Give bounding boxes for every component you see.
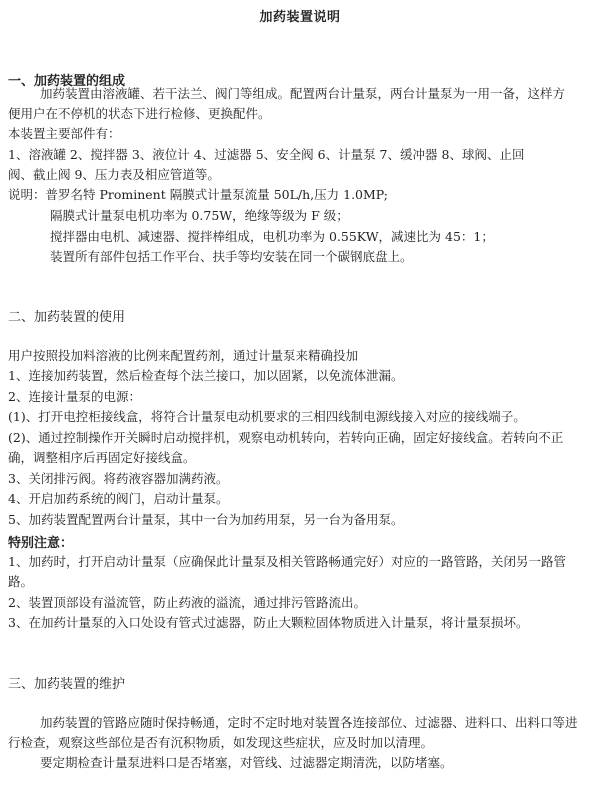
section2-heading: 二、加药装置的使用 (8, 310, 126, 325)
usage-intro: 用户按照投加料溶液的比例来配置药剂，通过计量泵来精确投加 (8, 348, 359, 363)
document-title: 加药装置说明 (259, 10, 341, 25)
notice-title: 特别注意： (8, 536, 74, 551)
usage-step2-sub1: (1)、打开电控柜接线盒，将符合计量泵电动机要求的三相四线制电源线接入对应的接线端子。 (8, 409, 526, 424)
parts-title: 本装置主要部件有： (8, 126, 121, 141)
notice-item2: 2、装置顶部设有溢流管，防止药液的溢流，通过排污管路流出。 (8, 595, 366, 610)
usage-step2: 2、连接计量泵的电源： (8, 389, 141, 404)
maintenance-para1-line1: 加药装置的管路应随时保持畅通，定时不定时地对装置各连接部位、过滤器、进料口、出料口等进 (40, 715, 578, 730)
note-line4: 装置所有部件包括工作平台、扶手等均安装在同一个碳钢底盘上。 (50, 249, 413, 264)
section1-heading: 一、加药装置的组成 (8, 74, 126, 89)
parts-list-line1: 1、溶液罐 2、搅拌器 3、液位计 4、过滤器 5、安全阀 6、计量泵 7、缓冲器 8、球阀、止回 (8, 147, 525, 162)
usage-step3: 3、关闭排污阀。将药液容器加满药液。 (8, 471, 229, 486)
usage-step1: 1、连接加药装置，然后检查每个法兰接口，加以固紧，以免流体泄漏。 (8, 368, 404, 383)
note-line1: 说明：普罗名特 Prominent 隔膜式计量泵流量 50L/h,压力 1.0MP; (8, 187, 388, 202)
notice-item1-line2: 路。 (8, 574, 34, 589)
notice-item1-line1: 1、加药时，打开启动计量泵（应确保此计量泵及相关管路畅通完好）对应的一路管路，关闭另一路管 (8, 554, 566, 569)
usage-step2-sub2-line2: 确，调整相序后再固定好接线盒。 (8, 450, 196, 465)
note-line2: 隔膜式计量泵电机功率为 0.75W，绝缘等级为 F 级； (50, 208, 349, 223)
note-line3: 搅拌器由电机、减速器、搅拌棒组成，电机功率为 0.55KW，减速比为 45：1； (50, 229, 494, 244)
section1-intro-line1: 加药装置由溶液罐、若干法兰、阀门等组成。配置两台计量泵，两台计量泵为一用一备，这样方 (40, 86, 566, 101)
section1-intro-line2: 便用户在不停机的状态下进行检修、更换配件。 (8, 106, 271, 121)
notice-item3: 3、在加药计量泵的入口处设有管式过滤器，防止大颗粒固体物质进入计量泵，将计量泵损坏。 (8, 615, 529, 630)
section3-heading: 三、加药装置的维护 (8, 677, 126, 692)
usage-step5: 5、加药装置配置两台计量泵，其中一台为加药用泵，另一台为备用泵。 (8, 512, 404, 527)
maintenance-para2: 要定期检查计量泵进料口是否堵塞，对管线、过滤器定期清洗，以防堵塞。 (40, 755, 453, 770)
parts-list-line2: 阀、截止阀 9、压力表及相应管道等。 (8, 167, 220, 182)
maintenance-para1-line2: 行检查，观察这些部位是否有沉积物质，如发现这些症状，应及时加以清理。 (8, 735, 434, 750)
usage-step4: 4、开启加药系统的阀门，启动计量泵。 (8, 491, 229, 506)
usage-step2-sub2-line1: (2)、通过控制操作开关瞬时启动搅拌机，观察电动机转向，若转向正确，固定好接线盒。若转向不正 (8, 430, 564, 445)
